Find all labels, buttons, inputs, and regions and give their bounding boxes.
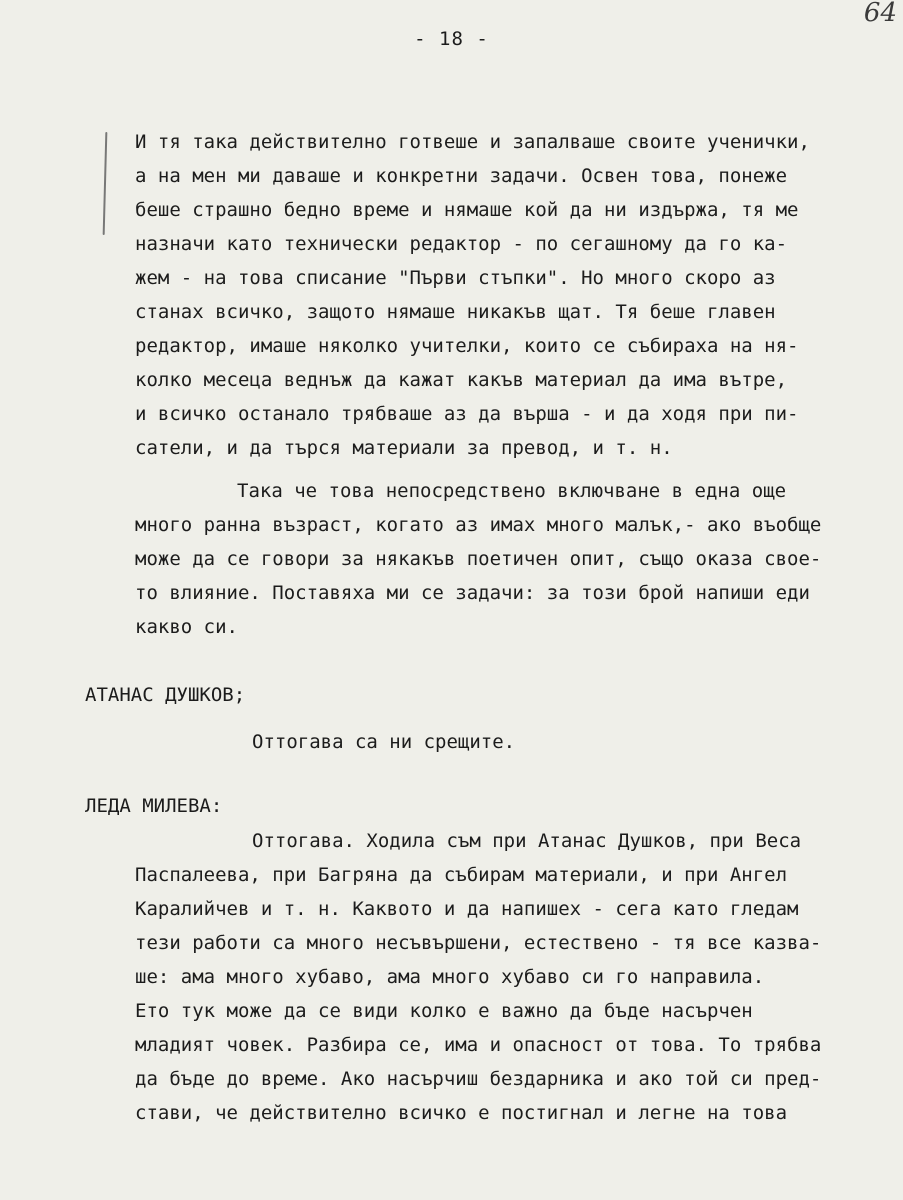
text-line: Ето тук може да се види колко е важно да бъде насърчен [135,1000,753,1022]
text-line: може да се говори за някакъв поетичен опит, също оказа свое- [135,548,822,570]
text-line: стави, че действително всичко е постигнал и легне на това [135,1102,788,1124]
archive-number-handwritten: 64 [863,0,897,28]
text-line: Оттогава. Ходила съм при Атанас Душков, при Веса [252,830,802,852]
text-line: Така че това непосредствено включване в една още [237,480,787,502]
text-line: Оттогава са ни срещите. [252,731,516,753]
text-line: да бъде до време. Ако насърчиш бездарника и ако той си пред- [135,1068,822,1090]
text-line: И тя така действително готвеше и запалваше своите ученички, [135,131,810,153]
text-line: Каралийчев и т. н. Каквото и да напишех - сега като гледам [135,898,799,920]
text-line: сатели, и да търся материали за превод, и т. н. [135,437,673,459]
text-line: ше: ама много хубаво, ама много хубаво си го направила. [135,966,765,988]
page-number: - 18 - [414,28,489,50]
speaker-name: ЛЕДА МИЛЕВА: [85,795,223,817]
text-line: назначи като технически редактор - по сегашному да го ка- [135,233,788,255]
text-line: какво си. [135,616,238,638]
text-line: колко месеца веднъж да кажат какъв материал да има вътре, [135,369,788,391]
text-line: Паспалеева, при Багряна да събирам материали, и при Ангел [135,864,788,886]
speaker-name: АТАНАС ДУШКОВ; [85,684,246,706]
text-line: много ранна възраст, когато аз имах много малък,- ако въобще [135,514,822,536]
text-line: тези работи са много несъвършени, естествено - тя все казва- [135,932,822,954]
margin-pencil-mark [103,132,108,235]
text-line: и всичко останало трябваше аз да върша - и да ходя при пи- [135,403,799,425]
text-line: а на мен ми даваше и конкретни задачи. Освен това, понеже [135,165,788,187]
text-line: станах всичко, защото нямаше никакъв щат. Тя беше главен [135,301,776,323]
text-line: беше страшно бедно време и нямаше кой да ни издържа, тя ме [135,199,799,221]
text-line: жем - на това списание "Първи стъпки". Но много скоро аз [135,267,776,289]
text-line: то влияние. Поставяха ми се задачи: за този брой напиши еди [135,582,810,604]
text-line: младият човек. Разбира се, има и опасност от това. То трябва [135,1034,822,1056]
text-line: редактор, имаше няколко учителки, които се събираха на ня- [135,335,799,357]
